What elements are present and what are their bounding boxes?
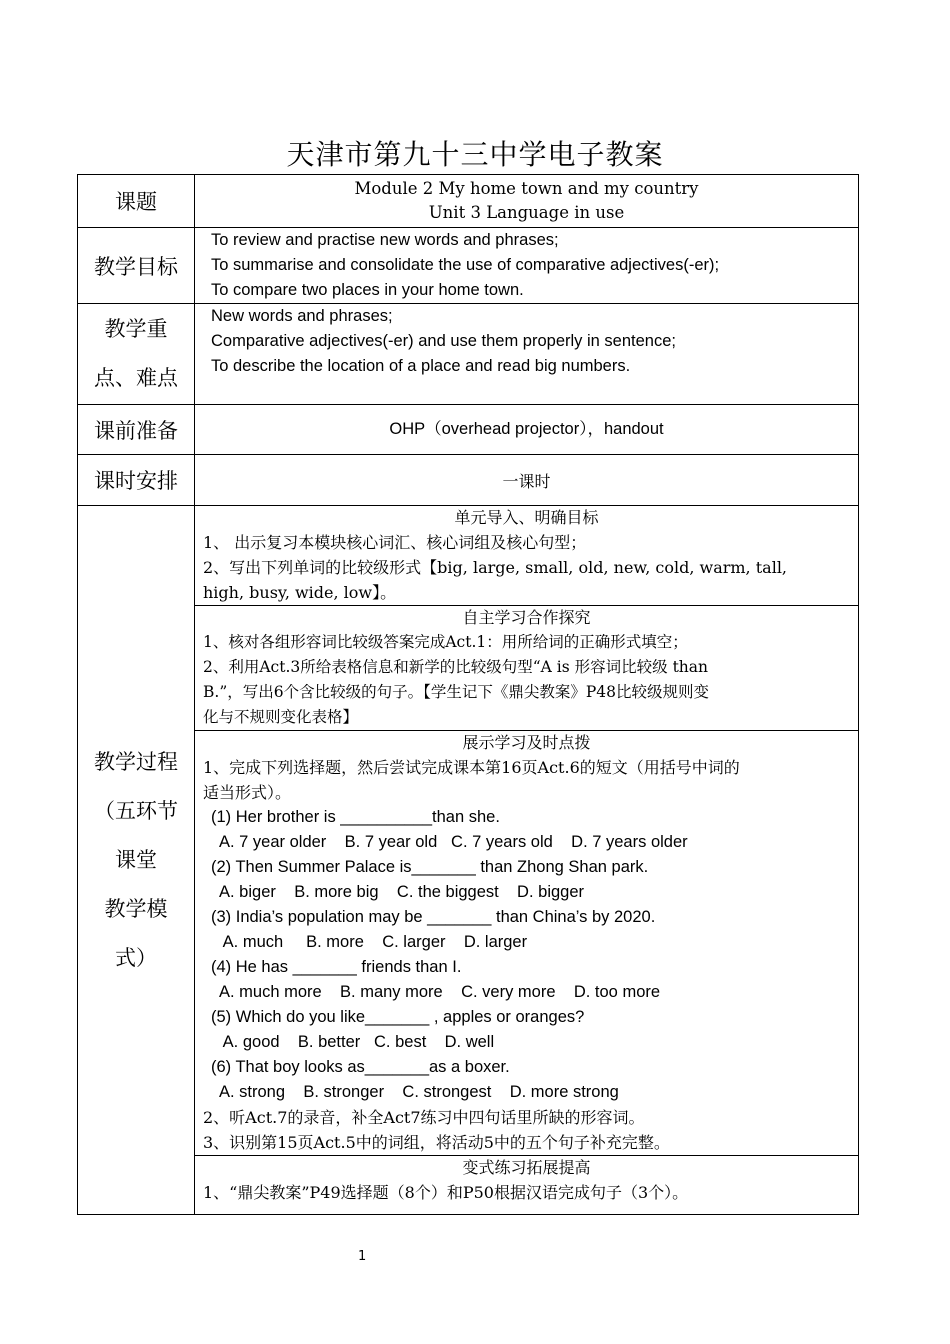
- topic-cell: [195, 175, 859, 228]
- section-line: 化与不规则变化表格】: [203, 708, 359, 726]
- label-key-points: [78, 304, 195, 405]
- question: (1) Her brother is __________than she.: [211, 808, 500, 826]
- row-process-s4: [78, 1156, 859, 1215]
- schedule-value: 一课时: [502, 471, 551, 491]
- label-process-line: 式）: [115, 945, 157, 970]
- section-line: 2、写出下列单词的比较级形式【big, large, small, old, new, cold, warm, tall,: [203, 558, 788, 577]
- section-line: high, busy, wide, low】。: [203, 583, 397, 602]
- section-heading: 自主学习合作探究: [462, 608, 591, 627]
- section-line: 适当形式）。: [203, 783, 292, 802]
- question: (2) Then Summer Palace is_______ than Zhong Shan park.: [211, 858, 649, 876]
- section-line: 1、 出示复习本模块核心词汇、核心词组及核心句型；: [203, 533, 587, 552]
- lesson-plan-table: [77, 174, 859, 1215]
- key-points-cell: [195, 304, 859, 405]
- question-options: A. biger B. more big C. the biggest D. bigger: [219, 883, 585, 901]
- key-point-item: To describe the location of a place and read big numbers.: [211, 357, 631, 375]
- label-process-line: 教学模: [104, 896, 168, 921]
- section-heading: 变式练习拓展提高: [462, 1158, 591, 1177]
- section-heading: 展示学习及时点拨: [462, 733, 591, 752]
- row-schedule: [78, 455, 859, 506]
- key-point-item: Comparative adjectives(-er) and use them properly in sentence;: [211, 332, 676, 350]
- page-number: 1: [358, 1249, 367, 1264]
- row-key-points: [78, 304, 859, 405]
- label-objectives: 教学目标: [78, 228, 195, 304]
- row-process-s2: [78, 606, 859, 731]
- label-process-line: 课堂: [115, 847, 157, 872]
- section-line: 1、完成下列选择题，然后尝试完成课本第16页Act.6的短文（用括号中词的: [203, 758, 740, 777]
- row-process-s3: [78, 731, 859, 1156]
- row-topic: [78, 175, 859, 228]
- row-preparation: [78, 405, 859, 455]
- section-line: 3、识别第15页Act.5中的词组，将活动5中的五个句子补充完整。: [203, 1133, 670, 1152]
- label-schedule: 课时安排: [78, 455, 195, 506]
- key-point-item: New words and phrases;: [211, 307, 393, 325]
- question-options: A. much more B. many more C. very more D. too more: [219, 983, 661, 1001]
- section-line: 1、核对各组形容词比较级答案完成Act.1：用所给词的正确形式填空；: [203, 633, 688, 651]
- preparation-value: OHP（overhead projector），handout: [389, 420, 664, 438]
- section-line: 2、听Act.7的录音，补全Act7练习中四句话里所缺的形容词。: [203, 1108, 645, 1127]
- process-section-self-study: [195, 606, 859, 731]
- section-line: 1、“鼎尖教案”P49选择题（8个）和P50根据汉语完成句子（3个）。: [203, 1183, 689, 1202]
- question: (6) That boy looks as_______as a boxer.: [211, 1058, 510, 1076]
- section-line: B.”，写出6个含比较级的句子。【学生记下《鼎尖教案》P48比较级规则变: [203, 683, 710, 701]
- label-process: [78, 506, 195, 1215]
- process-section-extension: [195, 1156, 859, 1215]
- question: (4) He has _______ friends than I.: [211, 958, 462, 976]
- label-topic: 课题: [78, 175, 195, 228]
- objectives-cell: [195, 228, 859, 304]
- topic-module: Module 2 My home town and my country: [354, 179, 699, 198]
- row-process-s1: [78, 506, 859, 606]
- question-options: A. strong B. stronger C. strongest D. more strong: [219, 1083, 619, 1101]
- topic-unit: Unit 3 Language in use: [428, 203, 625, 222]
- question-options: A. good B. better C. best D. well: [219, 1033, 495, 1051]
- objective-item: To compare two places in your home town.: [211, 281, 524, 299]
- process-section-display: [195, 731, 859, 1156]
- label-key-points-line2: 点、难点: [94, 366, 178, 390]
- objective-item: To review and practise new words and phrases;: [211, 231, 559, 249]
- section-heading: 单元导入、明确目标: [454, 508, 599, 527]
- preparation-cell: [195, 405, 859, 455]
- document-title: 天津市第九十三中学电子教案: [286, 138, 664, 171]
- objective-item: To summarise and consolidate the use of comparative adjectives(-er);: [211, 256, 720, 274]
- schedule-cell: [195, 455, 859, 506]
- label-key-points-line1: 教学重: [104, 317, 168, 341]
- process-section-intro: [195, 506, 859, 606]
- label-preparation: 课前准备: [78, 405, 195, 455]
- question: (5) Which do you like_______ , apples or oranges?: [211, 1008, 585, 1026]
- label-process-line: （五环节: [94, 798, 178, 823]
- question-options: A. much B. more C. larger D. larger: [219, 933, 528, 951]
- question-options: A. 7 year older B. 7 year old C. 7 years old D. 7 years older: [219, 833, 688, 851]
- question: (3) India’s population may be _______ than China’s by 2020.: [211, 908, 656, 926]
- label-process-line: 教学过程: [94, 749, 178, 774]
- row-objectives: [78, 228, 859, 304]
- section-line: 2、利用Act.3所给表格信息和新学的比较级句型“A is 形容词比较级 than: [203, 658, 709, 676]
